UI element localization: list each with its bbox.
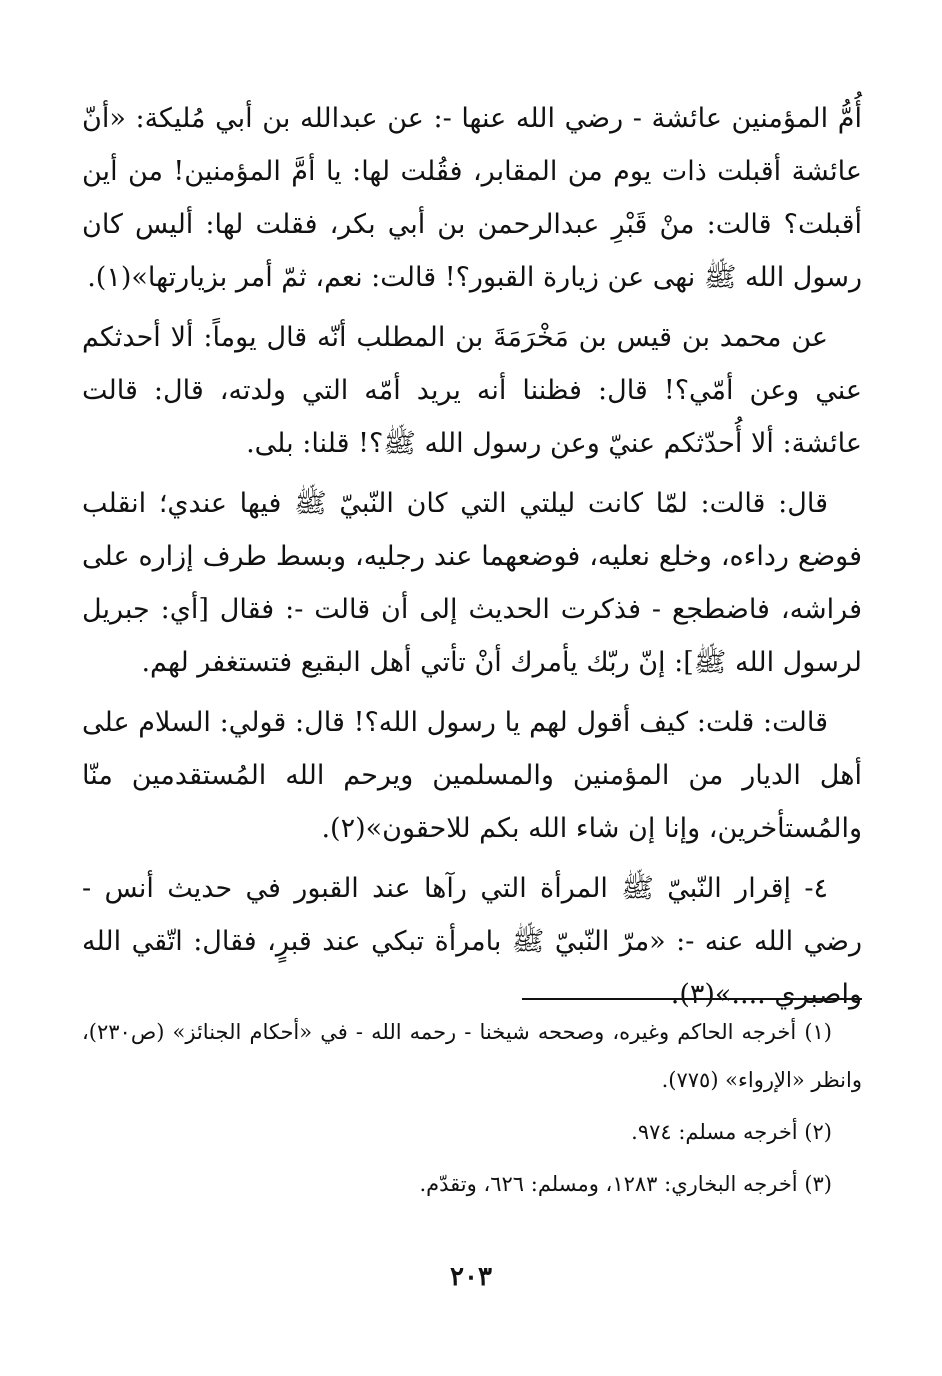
- page-number: ٢٠٣: [450, 1262, 492, 1292]
- main-text: [82, 92, 862, 1028]
- footnotes: [82, 1008, 862, 1212]
- footnote-divider: [522, 998, 862, 1000]
- paragraph-5: ٤- إقرار النّبيّ ﷺ المرأة التي رآها عند القبور في حديث أنس - رضي الله عنه -: «مرّ النّبيّ ﷺ بامرأة تبكي عند قبرٍ، فقال: اتّقي الله واصبري ....»(٣).: [82, 873, 862, 1010]
- footnote-2: (٢) أخرجه مسلم: ٩٧٤.: [631, 1120, 832, 1144]
- footnote-3: (٣) أخرجه البخاري: ١٢٨٣، ومسلم: ٦٢٦، وتقدّم.: [419, 1172, 832, 1196]
- paragraph-3: قال: قالت: لمّا كانت ليلتي التي كان النّبيّ ﷺ فيها عندي؛ انقلب فوضع رداءه، وخلع نعليه، فوضعهما عند رجليه، وبسط طرف إزاره على فراشه، فاضطجع - فذكرت الحديث إلى أن قالت -: فقال [أي: جبريل لرسول الله ﷺ]: إنّ ربّك يأمرك أنْ تأتي أهل البقيع فتستغفر لهم.: [82, 488, 862, 678]
- paragraph-1: أُمُّ المؤمنين عائشة - رضي الله عنها -: عن عبدالله بن أبي مُليكة: «أنّ عائشة أقبلت ذات يوم من المقابر، فقُلت لها: يا أمَّ المؤمنين! من أين أقبلت؟ قالت: منْ قَبْرِ عبدالرحمن بن أبي بكر، فقلت لها: أليس كان رسول الله ﷺ نهى عن زيارة القبور؟! قالت: نعم، ثمّ أمر بزيارتها»(١).: [82, 103, 862, 293]
- footnote-1: (١) أخرجه الحاكم وغيره، وصححه شيخنا - رحمه الله - في «أحكام الجنائز» (ص٢٣٠)، وانظر «الإرواء» (٧٧٥).: [82, 1020, 862, 1092]
- paragraph-2: عن محمد بن قيس بن مَخْرَمَةَ بن المطلب أنّه قال يوماً: ألا أحدثكم عني وعن أمّي؟! قال: فظننا أنه يريد أمّه التي ولدته، قال: قالت عائشة: ألا أُحدّثكم عنيّ وعن رسول الله ﷺ؟! قلنا: بلى.: [82, 322, 862, 459]
- paragraph-4: قالت: قلت: كيف أقول لهم يا رسول الله؟! قال: قولي: السلام على أهل الديار من المؤمنين والمسلمين ويرحم الله المُستقدمين منّا والمُستأخرين، وإنا إن شاء الله بكم للاحقون»(٢).: [82, 707, 862, 844]
